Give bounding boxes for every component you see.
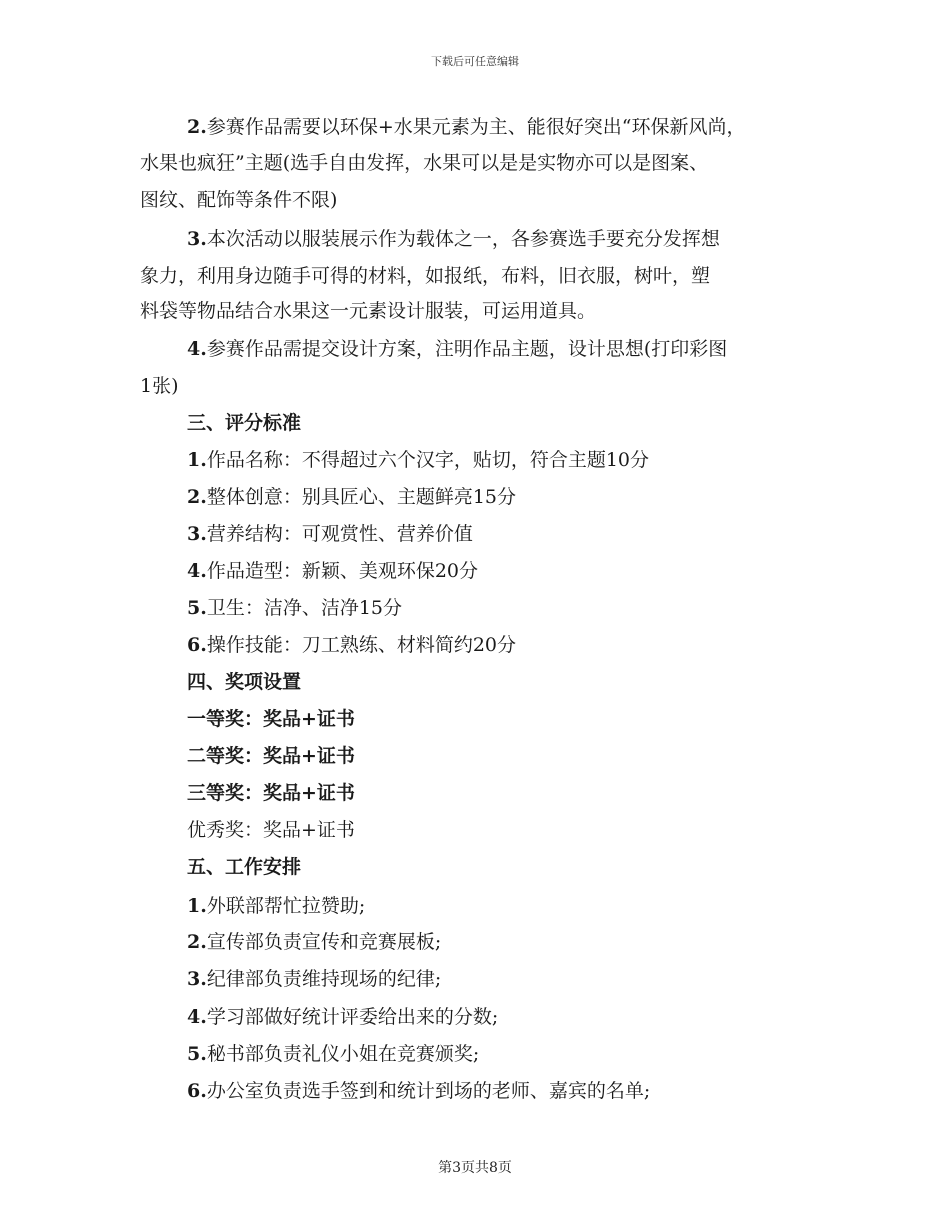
- work-item: [187, 966, 441, 992]
- scoring-item: [187, 521, 473, 547]
- item-text: 水果也疯狂”主题(选手自由发挥，水果可以是是实物亦可以是图案、: [140, 152, 709, 174]
- item-text: 作品名称：不得超过六个汉字，贴切，符合主题10分: [206, 449, 650, 471]
- item-text: 卫生：洁净、洁净15分: [206, 597, 403, 619]
- paragraph-line: [187, 336, 727, 362]
- paragraph-line: [187, 226, 720, 252]
- item-number: 6.: [187, 634, 207, 656]
- item-text: 本次活动以服装展示作为载体之一，各参赛选手要充分发挥想: [206, 228, 720, 250]
- section-heading-work: 五、工作安排: [187, 856, 302, 878]
- item-text: 营养结构：可观赏性、营养价值: [206, 523, 473, 545]
- scoring-item: [187, 447, 649, 473]
- work-item: [187, 1004, 498, 1030]
- section-heading-scoring: 三、评分标准: [187, 412, 302, 434]
- item-text: 学习部做好统计评委给出来的分数;: [206, 1006, 499, 1028]
- item-number: 3.: [187, 228, 207, 250]
- scoring-item: [187, 632, 516, 658]
- paragraph-line: [140, 263, 710, 289]
- paragraph-line: [140, 298, 596, 324]
- work-item: [187, 929, 441, 955]
- item-text: 办公室负责选手签到和统计到场的老师、嘉宾的名单;: [206, 1080, 651, 1102]
- item-number: 3.: [187, 968, 207, 990]
- page-header: 下载后可任意编辑: [431, 55, 519, 68]
- scoring-item: [187, 484, 516, 510]
- item-text: 操作技能：刀工熟练、材料简约20分: [206, 634, 517, 656]
- item-number: 3.: [187, 523, 207, 545]
- item-number: 5.: [187, 597, 207, 619]
- work-item: [187, 893, 365, 919]
- item-number: 4.: [187, 1006, 207, 1028]
- scoring-item: [187, 558, 478, 584]
- item-text: 整体创意：别具匠心、主题鲜亮15分: [206, 486, 517, 508]
- item-text: 纪律部负责维持现场的纪律;: [206, 968, 442, 990]
- item-text: 料袋等物品结合水果这一元素设计服装，可运用道具。: [140, 300, 597, 322]
- paragraph-line: [140, 187, 337, 213]
- item-text: 参赛作品需提交设计方案，注明作品主题，设计思想(打印彩图: [206, 338, 728, 360]
- work-item: [187, 1078, 650, 1104]
- item-number: 4.: [187, 560, 207, 582]
- item-number: 1.: [187, 895, 207, 917]
- item-number: 2.: [187, 116, 207, 138]
- item-number: 2.: [187, 486, 207, 508]
- award-excellent: 优秀奖：奖品+证书: [187, 819, 355, 841]
- item-text: 参赛作品需要以环保+水果元素为主、能很好突出“环保新风尚，: [206, 116, 746, 138]
- item-number: 6.: [187, 1080, 207, 1102]
- item-number: 4.: [187, 338, 207, 360]
- item-text: 秘书部负责礼仪小姐在竞赛颁奖;: [206, 1043, 480, 1065]
- award-third: 三等奖：奖品+证书: [187, 782, 355, 804]
- paragraph-line: [140, 150, 708, 176]
- section-heading-awards: 四、奖项设置: [187, 671, 302, 693]
- item-number: 2.: [187, 931, 207, 953]
- page-footer: 第3页共8页: [438, 1160, 512, 1176]
- item-text: 外联部帮忙拉赞助;: [206, 895, 366, 917]
- award-first: 一等奖：奖品+证书: [187, 708, 355, 730]
- item-text: 宣传部负责宣传和竞赛展板;: [206, 931, 442, 953]
- award-second: 二等奖：奖品+证书: [187, 745, 355, 767]
- item-number: 1.: [187, 449, 207, 471]
- paragraph-line: [187, 114, 745, 140]
- item-text: 1张): [140, 375, 179, 397]
- item-text: 象力，利用身边随手可得的材料，如报纸，布料，旧衣服，树叶，塑: [140, 265, 711, 287]
- item-number: 5.: [187, 1043, 207, 1065]
- scoring-item: [187, 595, 402, 621]
- work-item: [187, 1041, 479, 1067]
- paragraph-line: [140, 373, 179, 399]
- item-text: 作品造型：新颖、美观环保20分: [206, 560, 479, 582]
- item-text: 图纹、配饰等条件不限): [140, 189, 338, 211]
